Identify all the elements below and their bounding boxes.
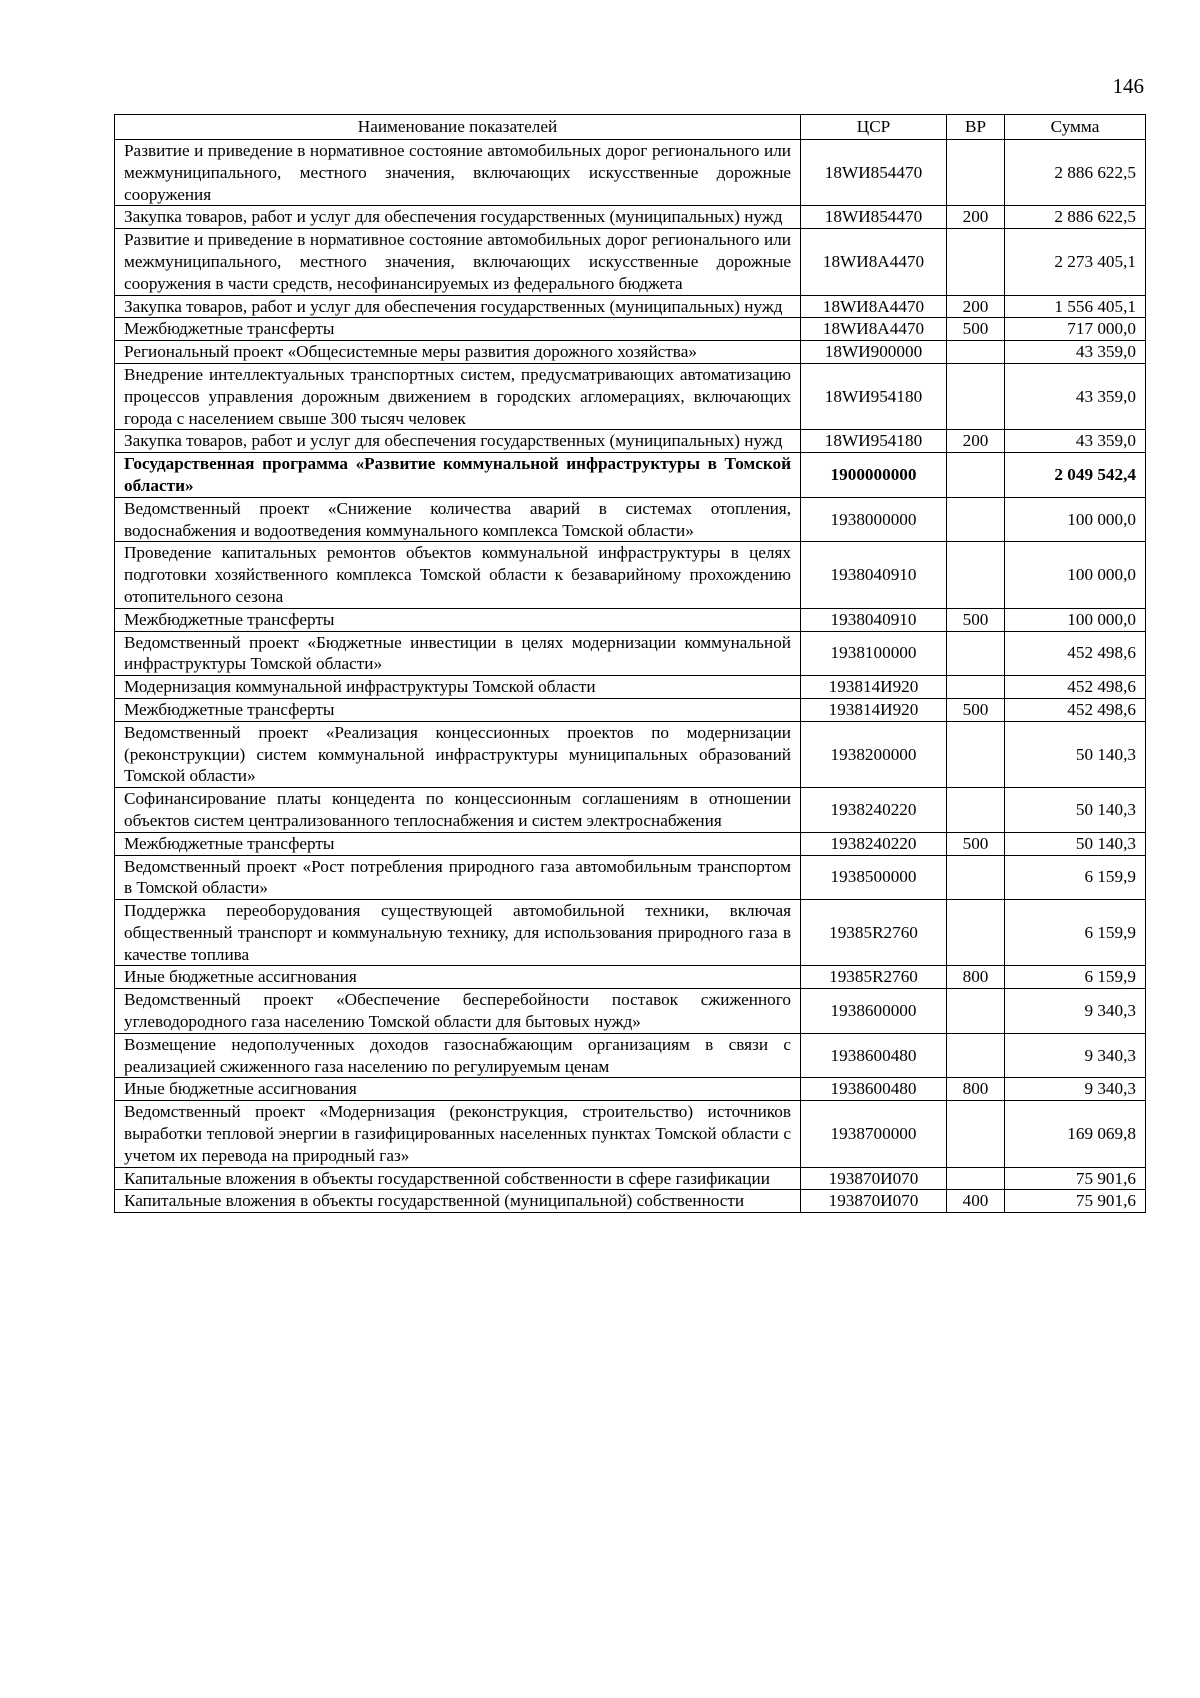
table-row — [115, 318, 1146, 341]
cell-name: Ведомственный проект «Рост потребления природного газа автомобильным транспортом в Томской области» — [115, 855, 801, 900]
budget-table — [114, 114, 1146, 1213]
cell-name: Государственная программа «Развитие коммунальной инфраструктуры в Томской области» — [115, 453, 801, 498]
cell-sum: 100 000,0 — [1005, 608, 1146, 631]
cell-name: Развитие и приведение в нормативное состояние автомобильных дорог регионального или межмуниципального, местного значения, включающих искусственные дорожные сооружения — [115, 140, 801, 206]
cell-name: Закупка товаров, работ и услуг для обеспечения государственных (муниципальных) нужд — [115, 295, 801, 318]
cell-vr — [947, 341, 1005, 364]
cell-name: Закупка товаров, работ и услуг для обеспечения государственных (муниципальных) нужд — [115, 206, 801, 229]
cell-csr: 193814И920 — [801, 698, 947, 721]
cell-csr: 193870И070 — [801, 1167, 947, 1190]
cell-csr: 1938040910 — [801, 542, 947, 608]
table-row — [115, 229, 1146, 295]
cell-vr — [947, 989, 1005, 1034]
table-row — [115, 608, 1146, 631]
cell-csr: 1938200000 — [801, 721, 947, 787]
cell-vr: 200 — [947, 430, 1005, 453]
table-row — [115, 430, 1146, 453]
cell-vr — [947, 900, 1005, 966]
page-number: 146 — [1112, 74, 1144, 98]
cell-csr: 1938600480 — [801, 1033, 947, 1078]
header-name: Наименование показателей — [115, 115, 801, 140]
cell-vr — [947, 229, 1005, 295]
cell-name: Иные бюджетные ассигнования — [115, 1078, 801, 1101]
table-row — [115, 206, 1146, 229]
cell-csr: 19385R2760 — [801, 900, 947, 966]
cell-name: Проведение капитальных ремонтов объектов коммунальной инфраструктуры в целях подготовки хозяйственного комплекса Томской области к безаварийному прохождению отопительного сезона — [115, 542, 801, 608]
table-row — [115, 363, 1146, 429]
cell-sum: 2 886 622,5 — [1005, 140, 1146, 206]
cell-csr: 193870И070 — [801, 1190, 947, 1213]
cell-vr — [947, 140, 1005, 206]
cell-vr — [947, 1167, 1005, 1190]
cell-sum: 169 069,8 — [1005, 1101, 1146, 1167]
cell-sum: 75 901,6 — [1005, 1190, 1146, 1213]
cell-csr: 18WИ8А4470 — [801, 295, 947, 318]
cell-csr: 1938040910 — [801, 608, 947, 631]
table-row — [115, 542, 1146, 608]
cell-vr — [947, 855, 1005, 900]
cell-csr: 1938100000 — [801, 631, 947, 676]
cell-csr: 18WИ954180 — [801, 430, 947, 453]
cell-name: Ведомственный проект «Снижение количества аварий в системах отопления, водоснабжения и водоотведения коммунального комплекса Томской области» — [115, 497, 801, 542]
cell-vr — [947, 721, 1005, 787]
cell-vr: 500 — [947, 608, 1005, 631]
cell-vr — [947, 788, 1005, 833]
cell-vr — [947, 1101, 1005, 1167]
cell-name: Поддержка переоборудования существующей автомобильной техники, включая общественный транспорт и коммунальную технику, для использования природного газа в качестве топлива — [115, 900, 801, 966]
cell-sum: 43 359,0 — [1005, 430, 1146, 453]
table-row — [115, 832, 1146, 855]
table-row — [115, 989, 1146, 1034]
table-row — [115, 676, 1146, 699]
cell-name: Капитальные вложения в объекты государственной собственности в сфере газификации — [115, 1167, 801, 1190]
table-row — [115, 855, 1146, 900]
cell-vr: 400 — [947, 1190, 1005, 1213]
cell-vr: 500 — [947, 318, 1005, 341]
cell-sum: 75 901,6 — [1005, 1167, 1146, 1190]
cell-vr — [947, 631, 1005, 676]
cell-name: Ведомственный проект «Обеспечение бесперебойности поставок сжиженного углеводородного газа населению Томской области для бытовых нужд» — [115, 989, 801, 1034]
cell-name: Межбюджетные трансферты — [115, 698, 801, 721]
table-row — [115, 497, 1146, 542]
table-row — [115, 698, 1146, 721]
cell-sum: 9 340,3 — [1005, 989, 1146, 1034]
cell-csr: 1938600000 — [801, 989, 947, 1034]
table-row — [115, 1167, 1146, 1190]
cell-vr: 200 — [947, 206, 1005, 229]
cell-name: Модернизация коммунальной инфраструктуры Томской области — [115, 676, 801, 699]
cell-sum: 50 140,3 — [1005, 788, 1146, 833]
cell-sum: 2 273 405,1 — [1005, 229, 1146, 295]
cell-vr — [947, 542, 1005, 608]
cell-sum: 452 498,6 — [1005, 698, 1146, 721]
table-row — [115, 721, 1146, 787]
cell-csr: 18WИ854470 — [801, 140, 947, 206]
table-row — [115, 788, 1146, 833]
table-row — [115, 1101, 1146, 1167]
cell-sum: 717 000,0 — [1005, 318, 1146, 341]
table-header-row — [115, 115, 1146, 140]
table-row — [115, 900, 1146, 966]
cell-sum: 43 359,0 — [1005, 341, 1146, 364]
cell-csr: 1938700000 — [801, 1101, 947, 1167]
cell-sum: 50 140,3 — [1005, 832, 1146, 855]
cell-sum: 9 340,3 — [1005, 1033, 1146, 1078]
cell-vr — [947, 363, 1005, 429]
cell-sum: 2 886 622,5 — [1005, 206, 1146, 229]
cell-sum: 1 556 405,1 — [1005, 295, 1146, 318]
cell-csr: 1900000000 — [801, 453, 947, 498]
cell-name: Софинансирование платы концедента по концессионным соглашениям в отношении объектов систем централизованного теплоснабжения и систем электроснабжения — [115, 788, 801, 833]
cell-csr: 1938240220 — [801, 832, 947, 855]
table-row — [115, 1033, 1146, 1078]
cell-name: Внедрение интеллектуальных транспортных систем, предусматривающих автоматизацию процессов управления дорожным движением в городских агломерациях, включающих города с населением свыше 300 тысяч человек — [115, 363, 801, 429]
cell-name: Ведомственный проект «Реализация концессионных проектов по модернизации (реконструкции) систем коммунальной инфраструктуры муниципальных образований Томской области» — [115, 721, 801, 787]
cell-vr: 500 — [947, 698, 1005, 721]
cell-sum: 452 498,6 — [1005, 631, 1146, 676]
cell-csr: 1938000000 — [801, 497, 947, 542]
table-row — [115, 341, 1146, 364]
cell-sum: 50 140,3 — [1005, 721, 1146, 787]
cell-vr: 500 — [947, 832, 1005, 855]
cell-sum: 100 000,0 — [1005, 542, 1146, 608]
cell-csr: 1938240220 — [801, 788, 947, 833]
cell-csr: 18WИ854470 — [801, 206, 947, 229]
cell-name: Развитие и приведение в нормативное состояние автомобильных дорог регионального или межмуниципального, местного значения, включающих искусственные дорожные сооружения в части средств, несофинансируемых из федерального бюджета — [115, 229, 801, 295]
cell-name: Закупка товаров, работ и услуг для обеспечения государственных (муниципальных) нужд — [115, 430, 801, 453]
cell-vr: 200 — [947, 295, 1005, 318]
cell-vr — [947, 1033, 1005, 1078]
table-row — [115, 966, 1146, 989]
cell-csr: 18WИ8А4470 — [801, 318, 947, 341]
cell-name: Межбюджетные трансферты — [115, 832, 801, 855]
cell-csr: 193814И920 — [801, 676, 947, 699]
cell-name: Иные бюджетные ассигнования — [115, 966, 801, 989]
cell-sum: 43 359,0 — [1005, 363, 1146, 429]
cell-vr — [947, 453, 1005, 498]
cell-name: Капитальные вложения в объекты государственной (муниципальной) собственности — [115, 1190, 801, 1213]
header-vr: ВР — [947, 115, 1005, 140]
cell-csr: 18WИ900000 — [801, 341, 947, 364]
cell-sum: 2 049 542,4 — [1005, 453, 1146, 498]
cell-vr: 800 — [947, 1078, 1005, 1101]
cell-name: Возмещение недополученных доходов газоснабжающим организациям в связи с реализацией сжиженного газа населению по регулируемым ценам — [115, 1033, 801, 1078]
cell-sum: 9 340,3 — [1005, 1078, 1146, 1101]
cell-sum: 6 159,9 — [1005, 900, 1146, 966]
cell-sum: 6 159,9 — [1005, 966, 1146, 989]
cell-vr: 800 — [947, 966, 1005, 989]
cell-name: Ведомственный проект «Бюджетные инвестиции в целях модернизации коммунальной инфраструктуры Томской области» — [115, 631, 801, 676]
cell-csr: 1938600480 — [801, 1078, 947, 1101]
table-row — [115, 140, 1146, 206]
table-row — [115, 453, 1146, 498]
cell-csr: 1938500000 — [801, 855, 947, 900]
table-row — [115, 631, 1146, 676]
cell-name: Межбюджетные трансферты — [115, 608, 801, 631]
table-row — [115, 295, 1146, 318]
table-body — [115, 140, 1146, 1213]
cell-name: Ведомственный проект «Модернизация (реконструкция, строительство) источников выработки тепловой энергии в газифицированных населенных пунктах Томской области с учетом их перевода на природный газ» — [115, 1101, 801, 1167]
cell-name: Межбюджетные трансферты — [115, 318, 801, 341]
table-row — [115, 1190, 1146, 1213]
header-sum: Сумма — [1005, 115, 1146, 140]
table-row — [115, 1078, 1146, 1101]
header-csr: ЦСР — [801, 115, 947, 140]
cell-csr: 19385R2760 — [801, 966, 947, 989]
cell-vr — [947, 497, 1005, 542]
cell-vr — [947, 676, 1005, 699]
cell-sum: 452 498,6 — [1005, 676, 1146, 699]
cell-name: Региональный проект «Общесистемные меры развития дорожного хозяйства» — [115, 341, 801, 364]
cell-sum: 100 000,0 — [1005, 497, 1146, 542]
cell-sum: 6 159,9 — [1005, 855, 1146, 900]
cell-csr: 18WИ954180 — [801, 363, 947, 429]
cell-csr: 18WИ8А4470 — [801, 229, 947, 295]
